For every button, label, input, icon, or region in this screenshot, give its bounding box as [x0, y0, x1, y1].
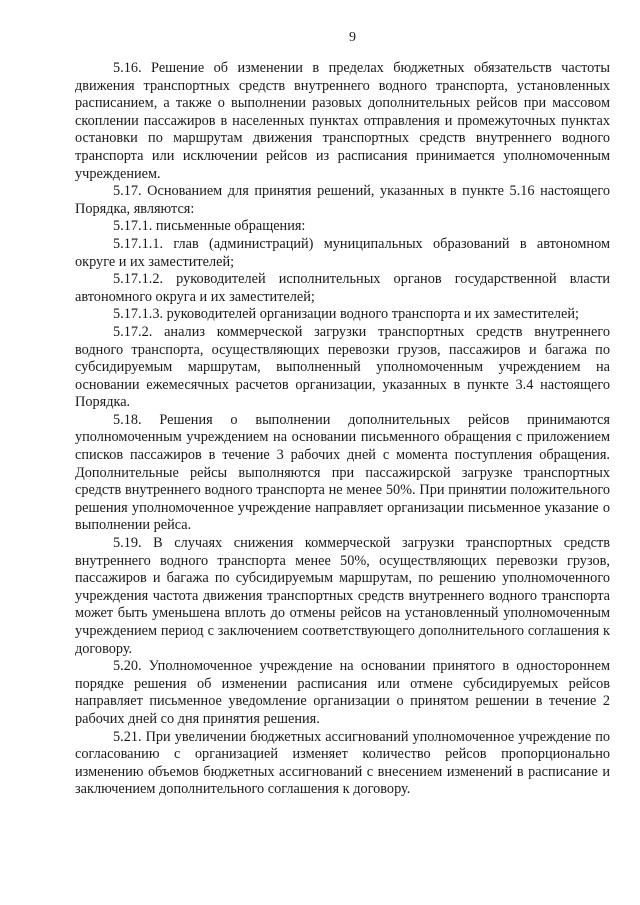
paragraph-5-17-1: 5.17.1. письменные обращения: — [113, 218, 306, 235]
paragraph-5-17-2: 5.17.2. анализ коммерческой загрузки транспортных средств внутреннего водного транспорта, осуществляющих перевозки грузов, пассажиров и багажа по субсидируемым маршрутам, выполненный уполномоченным учреждением на основании ежемесячных расчетов организации, указанных в пункте 3.4 настоящего Порядка. — [75, 323, 610, 411]
paragraph-5-17-1-3: 5.17.1.3. руководителей организации водного транспорта и их заместителей; — [113, 306, 580, 323]
paragraph-5-17-1-1: 5.17.1.1. глав (администраций) муниципальных образований в автономном округе и их заместителей; — [75, 235, 610, 270]
paragraph-5-17: 5.17. Основанием для принятия решений, указанных в пункте 5.16 настоящего Порядка, являются: — [75, 183, 610, 217]
paragraph-5-21: 5.21. При увеличении бюджетных ассигнований уполномоченное учреждение по согласованию с организацией изменяет количество рейсов пропорционально изменению объемов бюджетных ассигнований с внесением изменений в расписание и заключением дополнительного соглашения к договору. — [75, 728, 610, 798]
paragraph-5-19: 5.19. В случаях снижения коммерческой загрузки транспортных средств внутреннего водного транспорта менее 50%, осуществляющих перевозки грузов, пассажиров и багажа по субсидируемым маршрутам, по решению уполномоченного учреждения частота движения транспортных средств внутреннего водного транспорта может быть уменьшена вплоть до отмены рейсов на установленный уполномоченным учреждением период с заключением соответствующего дополнительного соглашения к договору. — [75, 535, 610, 657]
paragraph-5-20: 5.20. Уполномоченное учреждение на основании принятого в одностороннем порядке решения об изменении расписания или отмене субсидируемых рейсов направляет письменное уведомление организации о принятом решении в течение 2 рабочих дней со дня принятия решения. — [75, 658, 610, 727]
paragraph-5-18: 5.18. Решения о выполнении дополнительных рейсов принимаются уполномоченным учреждением на основании письменного обращения с приложением списков пассажиров в течение 3 рабочих дней с момента поступления обращения. Дополнительные рейсы выполняются при пассажирской загрузке транспортных средств внутреннего водного транспорта не менее 50%. При принятии положительного решения уполномоченное учреждение направляет организации письменное указание о выполнении рейса. — [75, 411, 610, 534]
paragraph-5-17-1-2: 5.17.1.2. руководителей исполнительных органов государственной власти автономного округа и их заместителей; — [75, 271, 610, 305]
page-number: 9 — [349, 30, 356, 45]
paragraph-5-16: 5.16. Решение об изменении в пределах бюджетных обязательств частоты движения транспортных средств внутреннего водного транспорта, установленных расписанием, а также о выполнении разовых дополнительных рейсов при массовом скоплении пассажиров в населенных пунктах отправления и промежуточных пунктах остановки по маршрутам движения транспортных средств внутреннего водного транспорта или исключении рейсов из расписания принимается уполномоченным учреждением. — [75, 60, 610, 182]
